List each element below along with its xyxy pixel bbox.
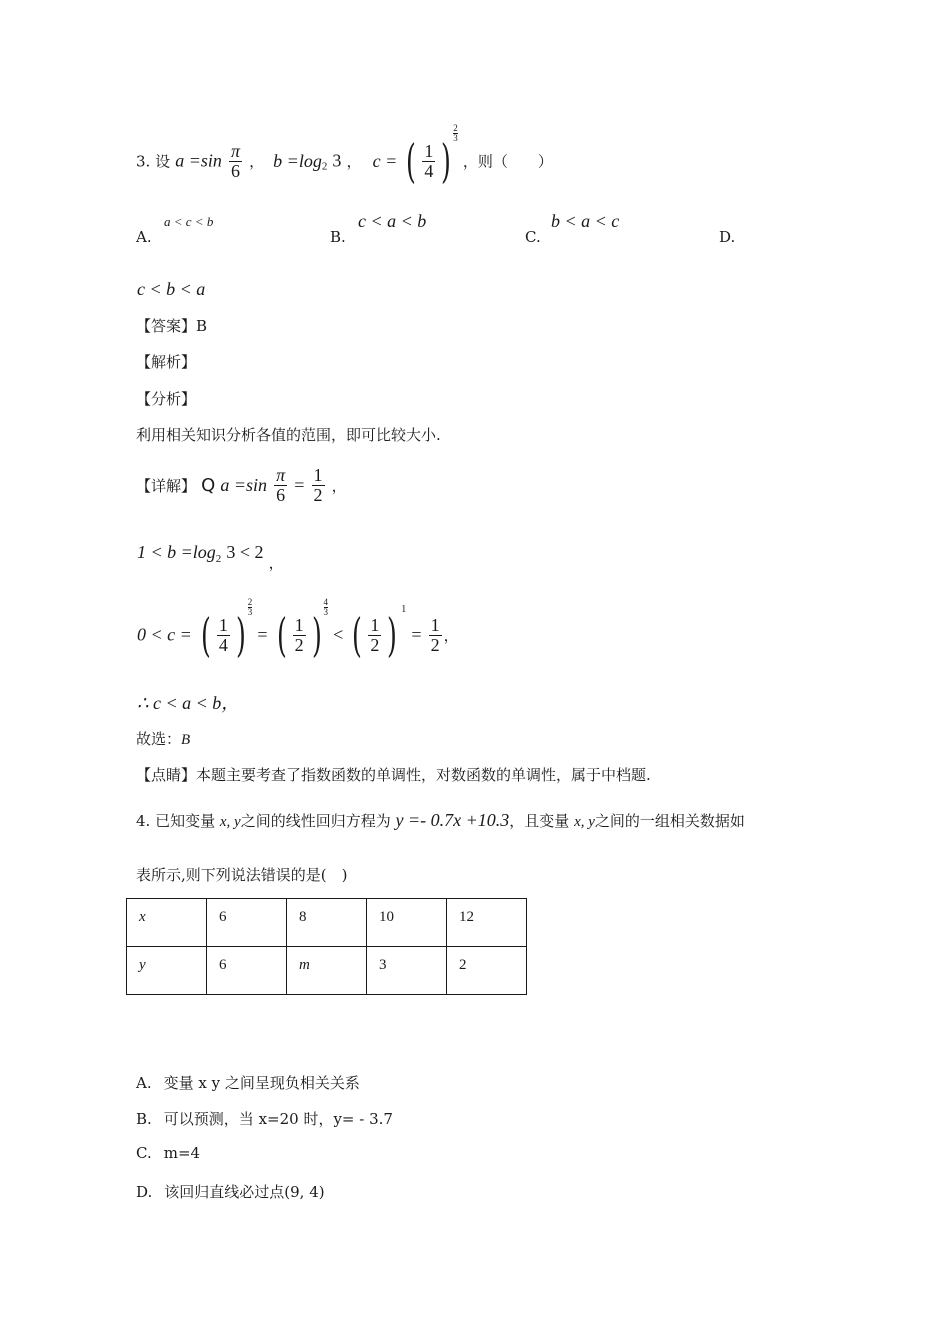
q3-option-d-label: D.: [719, 228, 736, 246]
q3-option-c-expr: b < a < c: [551, 211, 620, 231]
table-cell: m: [287, 947, 367, 995]
q3-option-b-label: B.: [330, 228, 346, 246]
detail-line-2: $1 < b =\log_2$ 3 < 2 ，: [137, 542, 284, 572]
q4-option-c: C. m=4: [136, 1144, 201, 1162]
table-cell: 10: [367, 899, 447, 947]
q4-data-table: [126, 898, 527, 995]
review-line: [136, 764, 651, 785]
table-row: [127, 899, 527, 947]
table-cell: 12: [447, 899, 527, 947]
q4-option-a: A. 变量 x y 之间呈现负相关关系: [136, 1074, 360, 1092]
detail-line-1: 【详解】 Q a =sin $\frac{\pi}{6}$ = $\frac{1}{2}$ ，: [136, 465, 347, 505]
table-cell: 8: [287, 899, 367, 947]
q3-option-b-expr: c < a < b: [358, 211, 427, 231]
therefore-line: ∴ c < a < b，: [137, 693, 240, 713]
regression-equation: y =- 0.7x +10.3: [395, 810, 510, 830]
fenxi-text: 利用相关知识分析各值的范围，即可比较大小.: [136, 426, 441, 444]
q3-stem: 3. 设 a =sin $\frac{\pi}{6}$ ， $b =\log_2$ 3 ， c = ( $\frac{1}{4}$ ) $\frac{2}{3}$ ，则（ ）: [136, 123, 553, 188]
q3-one-quarter: $\frac{1}{4}$: [424, 140, 434, 181]
table-cell: x: [127, 899, 207, 947]
q3-option-a-expr: a < c < b: [164, 214, 214, 229]
table-cell: 2: [447, 947, 527, 995]
answer-value: B: [196, 317, 208, 335]
q3-stem-prefix: 3. 设: [136, 152, 171, 171]
table-cell: 6: [207, 947, 287, 995]
review-text: 本题主要考查了指数函数的单调性，对数函数的单调性，属于中档题.: [196, 766, 651, 784]
choose-line: 故选：B: [136, 730, 191, 748]
q3-answer: [136, 315, 207, 336]
table-cell: y: [127, 947, 207, 995]
q3-option-d-expr: c < b < a: [137, 279, 206, 299]
q3-option-a-label: A.: [136, 228, 152, 246]
detail-line-3: 0 < c = ( $\frac{1}{4}$ ) $\frac{2}{3}$ = ( $\frac{1}{2}$ ) $\frac{4}{3}$ < ( $\frac{1}{2}$ ) 1 = $\frac{1}{2}$ ，: [137, 597, 459, 662]
q3-pi-over-6: $\frac{\pi}{6}$: [230, 140, 240, 181]
fenxi-tag: 【分析】: [136, 390, 197, 408]
review-tag: 【点睛】: [136, 766, 197, 784]
q3-c-eq: c =: [372, 150, 398, 171]
q3-a-eq: a =sin: [175, 150, 222, 171]
q4-option-d: D. 该回归直线必过点(9, 4): [136, 1183, 325, 1201]
q3-stem-suffix: ，则（ ）: [462, 152, 553, 171]
q3-exponent: $\frac{2}{3}$: [453, 123, 458, 143]
q4-stem-line-1: 4. 已知变量 x, y之间的线性回归方程为 y =- 0.7x +10.3，且变量 x, y之间的一组相关数据如: [136, 810, 745, 830]
q3-b-eq: b =log: [273, 150, 322, 171]
detail-tag: 【详解】: [136, 476, 197, 495]
q4-stem-line-2: 表所示,则下列说法错误的是( ): [136, 866, 348, 884]
table-cell: 6: [207, 899, 287, 947]
q4-option-b: B. 可以预测，当 x=20 时，y= - 3.7: [136, 1110, 393, 1128]
table-row: [127, 947, 527, 995]
answer-tag: 【答案】: [136, 317, 197, 335]
table-cell: 3: [367, 947, 447, 995]
q3-option-c-label: C.: [525, 228, 541, 246]
analysis-tag: 【解析】: [136, 353, 197, 371]
